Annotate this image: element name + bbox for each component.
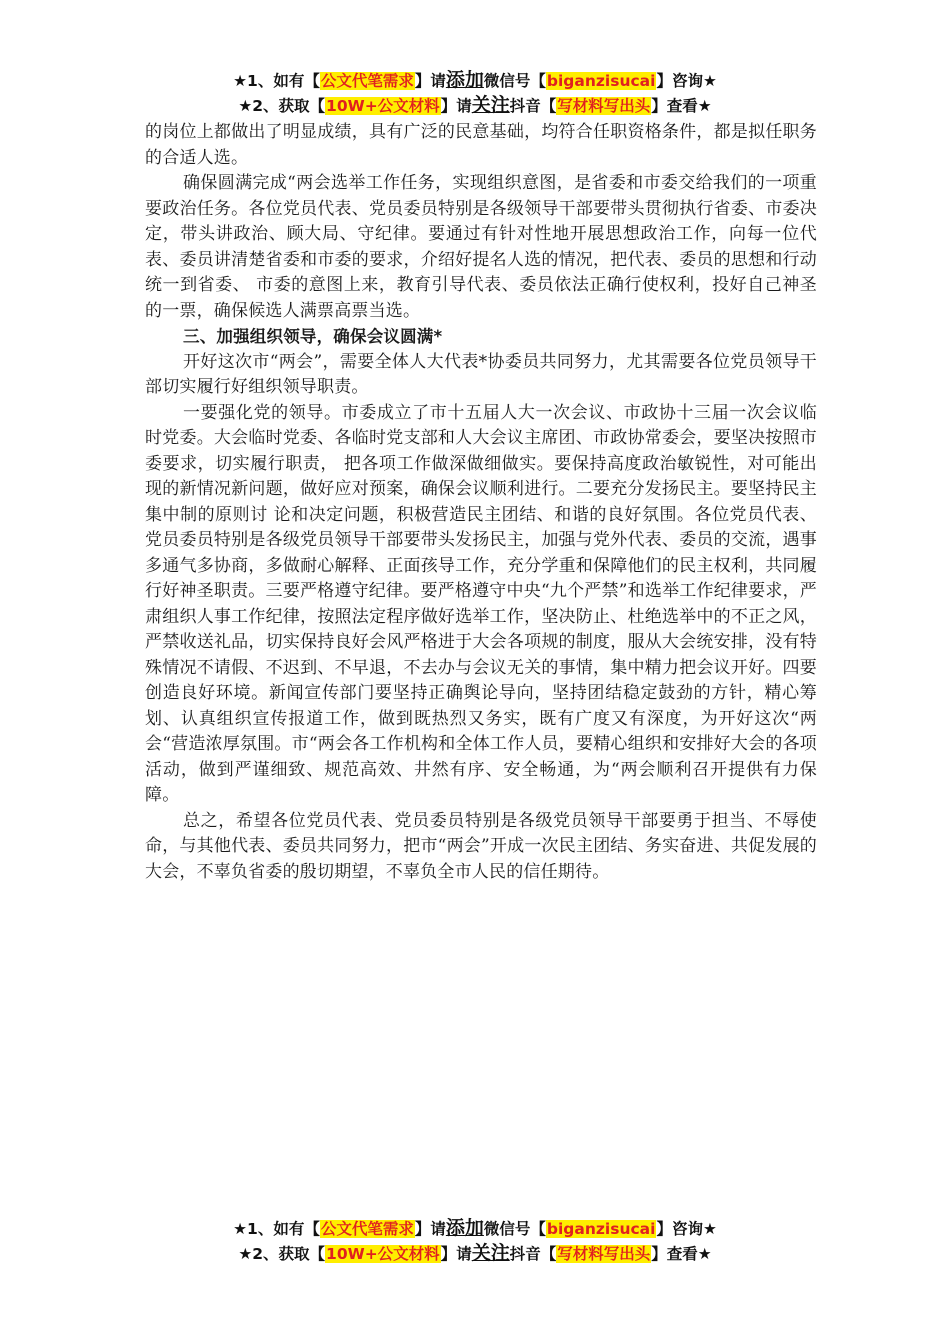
banner-text: 抖音【 — [509, 97, 557, 115]
highlight-materials: 10W+公文材料 — [326, 97, 440, 115]
paragraph: 的岗位上都做出了明显成绩，具有广泛的民意基础，均符合任职资格条件，都是拟任职务的合适人选。 — [145, 122, 817, 168]
emphasis-text: 添加 — [445, 1217, 484, 1239]
banner-text: ★1、如有【 — [233, 1220, 320, 1238]
footer-banner — [0, 1216, 950, 1266]
banner-text: 】请 — [414, 72, 446, 90]
banner-line-1 — [0, 68, 950, 93]
banner-text: 抖音【 — [509, 1245, 557, 1263]
banner-text: 】查看★ — [651, 1245, 712, 1263]
banner-line-1 — [0, 1216, 950, 1241]
banner-text: 】查看★ — [651, 97, 712, 115]
highlight-wechat-id: biganzisucai — [546, 72, 656, 90]
banner-text: 】咨询★ — [656, 72, 717, 90]
paragraph: 开好这次市“两会”，需要全体人大代表*协委员共同努力，尤其需要各位党员领导干部切实履行好组织领导职责。 — [145, 351, 817, 397]
paragraph: 总之，希望各位党员代表、党员委员特别是各级党员领导干部要勇于担当、不辱使命，与其他代表、委员共同努力，把市“两会”开成一次民主团结、务实奋进、共促发展的大会，不辜负省委的殷切期望，不辜负全市人民的信任期待。 — [145, 810, 817, 882]
header-banner — [0, 68, 950, 118]
paragraph: 一要强化党的领导。市委成立了市十五届人大一次会议、市政协十三届一次会议临时党委。大会临时党委、各临时党支部和人大会议主席团、市政协常委会，要坚决按照市委要求，切实履行职责， 把各项工作做深做细做实。要保持高度政治敏锐性，对可能出现的新情况新问题，做好应对预案，确保会议顺利进行。二要充分发扬民主。要坚持民主集中制的原则讨 论和决定问题，积极营造民主团结、和谐的良好氛围。各位党员代表、党员委员特别是各级党员领导干部要带头发扬民主，加强与党外代表、委员的交流，遇事多通气多协商，多做耐心解释、正面孩导工作，充分学重和保障他们的民主权利，共同履行好神圣职责。三要严格遵守纪律。要严格遵守中央“九个严禁”和选举工作纪律要求，严肃组织人事工作纪律，按照法定程序做好选举工作，坚决防止、杜绝选举中的不正之风，严禁收送礼品，切实保持良好会风严格进于大会各项规的制度，服从大会统安排，没有特殊情况不请假、不迟到、不早退，不去办与会议无关的事情，集中精力把会议开好。四要创造良好环境。新闻宣传部门要坚持正确舆论导向，坚持团结稳定鼓劲的方针，精心筹划、认真组织宣传报道工作，做到既热烈又务实，既有广度又有深度，为开好这次“两会“营造浓厚氛围。市“两会各工作机构和全体工作人员，要精心组织和安排好大会的各项活动，做到严谨细致、规范高效、井然有序、安全畅通，为“两会顺利召开提供有力保障。 — [145, 402, 817, 805]
emphasis-text: 关注 — [471, 94, 510, 116]
highlight-douyin-id: 写材料写出头 — [557, 97, 651, 115]
banner-text: 】咨询★ — [656, 1220, 717, 1238]
banner-text: 】请 — [414, 1220, 446, 1238]
highlight-service: 公文代笔需求 — [320, 72, 414, 90]
banner-text: ★2、获取【 — [238, 1245, 326, 1263]
section-heading: 三、加强组织领导，确保会议圆满* — [183, 327, 443, 346]
highlight-douyin-id: 写材料写出头 — [557, 1245, 651, 1263]
banner-text: 微信号【 — [483, 1220, 546, 1238]
banner-line-2 — [0, 1241, 950, 1266]
highlight-wechat-id: biganzisucai — [546, 1220, 656, 1238]
highlight-service: 公文代笔需求 — [320, 1220, 414, 1238]
banner-text: ★1、如有【 — [233, 72, 320, 90]
banner-text: 】请 — [440, 1245, 472, 1263]
banner-text: 】请 — [440, 97, 472, 115]
banner-text: 微信号【 — [483, 72, 546, 90]
paragraph: 确保圆满完成“两会选举工作任务，实现组织意图，是省委和市委交给我们的一项重要政治任务。各位党员代表、党员委员特别是各级领导干部要带头贯彻执行省委、市委决定，带头讲政治、顾大局、守纪律。要通过有针对性地开展思想政治工作，向每一位代表、委员讲清楚省委和市委的要求，介绍好提名人选的情况，把代表、委员的思想和行动统一到省委、 市委的意图上来，教育引导代表、委员依法正确行使权利，投好自己神圣的一票，确保候选人满票高票当选。 — [145, 173, 817, 321]
banner-line-2 — [0, 93, 950, 118]
highlight-materials: 10W+公文材料 — [326, 1245, 440, 1263]
document-body — [145, 120, 817, 885]
emphasis-text: 关注 — [471, 1242, 510, 1264]
banner-text: ★2、获取【 — [238, 97, 326, 115]
emphasis-text: 添加 — [445, 69, 484, 91]
